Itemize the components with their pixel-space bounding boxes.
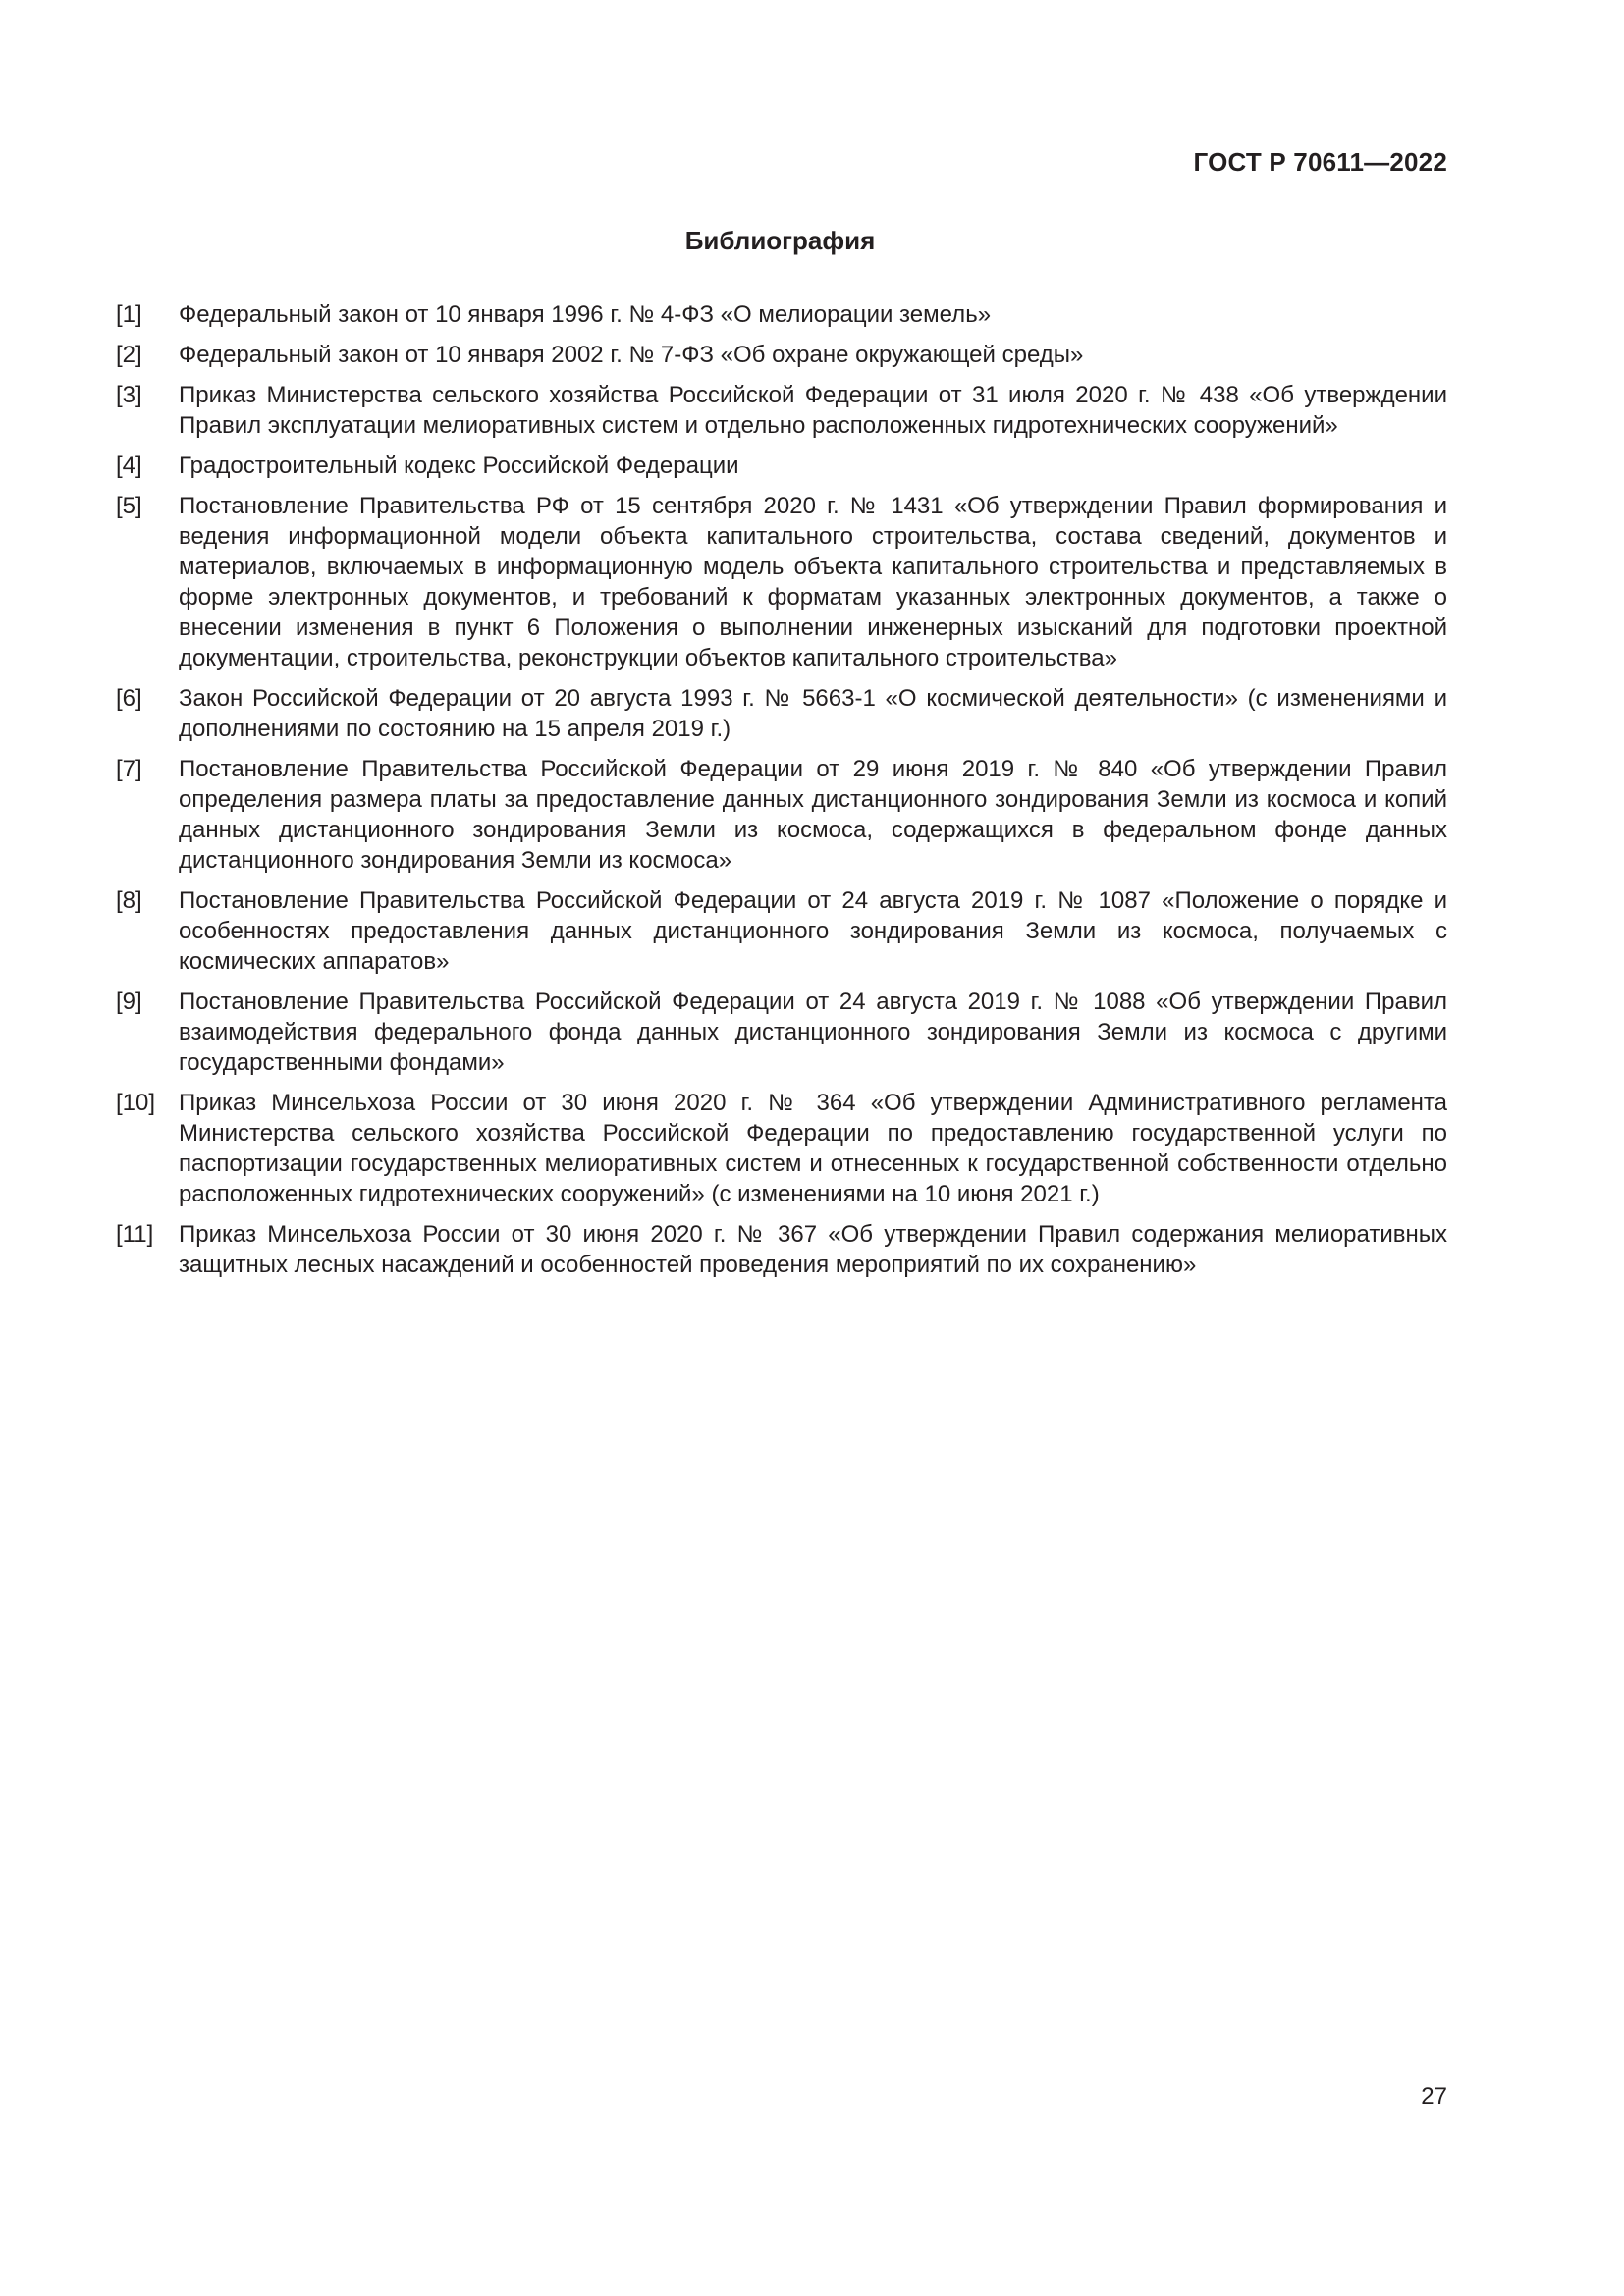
bibliography-text: Федеральный закон от 10 января 1996 г. № 4-ФЗ «О мелиорации земель» <box>179 301 992 328</box>
bibliography-number: [10] <box>116 1090 156 1116</box>
bibliography-text: Постановление Правительства РФ от 15 сентября 2020 г. № 1431 «Об утверждении Правил формирования и ведения информационной модели объекта капитального строительства, состава сведений, документов и материалов, включаемых в информационную модель объекта капитального строительства и представляемых в форме электронных документов, и требований к форматам указанных электронных документов, а также о внесении изменения в пункт 6 Положения о выполнении инженерных изысканий для подготовки проектной документации, строительства, реконструкции объектов капитального строительства» <box>179 493 1447 671</box>
bibliography-item <box>116 1219 1447 1280</box>
bibliography-item <box>116 299 1447 330</box>
bibliography-item <box>116 885 1447 977</box>
bibliography-item <box>116 683 1447 744</box>
document-code: ГОСТ Р 70611—2022 <box>1193 147 1447 177</box>
bibliography-number: [11] <box>116 1221 154 1248</box>
bibliography-item <box>116 987 1447 1078</box>
section-title: Библиография <box>684 226 876 255</box>
bibliography-text: Приказ Минсельхоза России от 30 июня 2020 г. № 364 «Об утверждении Административного регламента Министерства сельского хозяйства Российской Федерации по предоставлению государственной услуги по паспортизации государственных мелиоративных систем и отнесенных к государственной собственности отдельно расположенных гидротехнических сооружений» (с изменениями на 10 июня 2021 г.) <box>179 1090 1447 1207</box>
bibliography-number: [4] <box>116 453 142 479</box>
page-number: 27 <box>1421 2083 1447 2109</box>
bibliography-number: [2] <box>116 342 142 368</box>
bibliography-number: [8] <box>116 887 142 914</box>
bibliography-item <box>116 380 1447 441</box>
bibliography-number: [9] <box>116 988 142 1015</box>
bibliography-text: Приказ Минсельхоза России от 30 июня 2020 г. № 367 «Об утверждении Правил содержания мелиоративных защитных лесных насаждений и особенностей проведения мероприятий по их сохранению» <box>179 1221 1447 1278</box>
bibliography-text: Постановление Правительства Российской Федерации от 24 августа 2019 г. № 1088 «Об утверждении Правил взаимодействия федерального фонда данных дистанционного зондирования Земли из космоса с другими государственными фондами» <box>179 988 1447 1076</box>
bibliography-item <box>116 340 1447 370</box>
bibliography-text: Закон Российской Федерации от 20 августа 1993 г. № 5663-1 «О космической деятельности» (с изменениями и дополнениями по состоянию на 15 апреля 2019 г.) <box>179 685 1447 742</box>
bibliography-list <box>116 299 1447 1290</box>
bibliography-number: [3] <box>116 382 142 408</box>
bibliography-number: [1] <box>116 301 142 328</box>
bibliography-item <box>116 1088 1447 1209</box>
bibliography-text: Постановление Правительства Российской Федерации от 24 августа 2019 г. № 1087 «Положение о порядке и особенностях предоставления данных дистанционного зондирования Земли из космоса, получаемых с космических аппаратов» <box>179 887 1447 975</box>
bibliography-number: [5] <box>116 493 142 519</box>
bibliography-text: Градостроительный кодекс Российской Федерации <box>179 453 739 479</box>
bibliography-number: [6] <box>116 685 142 712</box>
bibliography-item <box>116 451 1447 481</box>
bibliography-text: Федеральный закон от 10 января 2002 г. № 7-ФЗ «Об охране окружающей среды» <box>179 342 1084 368</box>
bibliography-text: Приказ Министерства сельского хозяйства Российской Федерации от 31 июля 2020 г. № 438 «Об утверждении Правил эксплуатации мелиоративных систем и отдельно расположенных гидротехнических сооружений» <box>179 382 1447 439</box>
bibliography-text: Постановление Правительства Российской Федерации от 29 июня 2019 г. № 840 «Об утверждении Правил определения размера платы за предоставление данных дистанционного зондирования Земли из космоса и копий данных дистанционного зондирования Земли из космоса, содержащихся в федеральном фонде данных дистанционного зондирования Земли из космоса» <box>179 756 1447 874</box>
bibliography-number: [7] <box>116 756 142 782</box>
bibliography-item <box>116 754 1447 876</box>
bibliography-item <box>116 491 1447 673</box>
